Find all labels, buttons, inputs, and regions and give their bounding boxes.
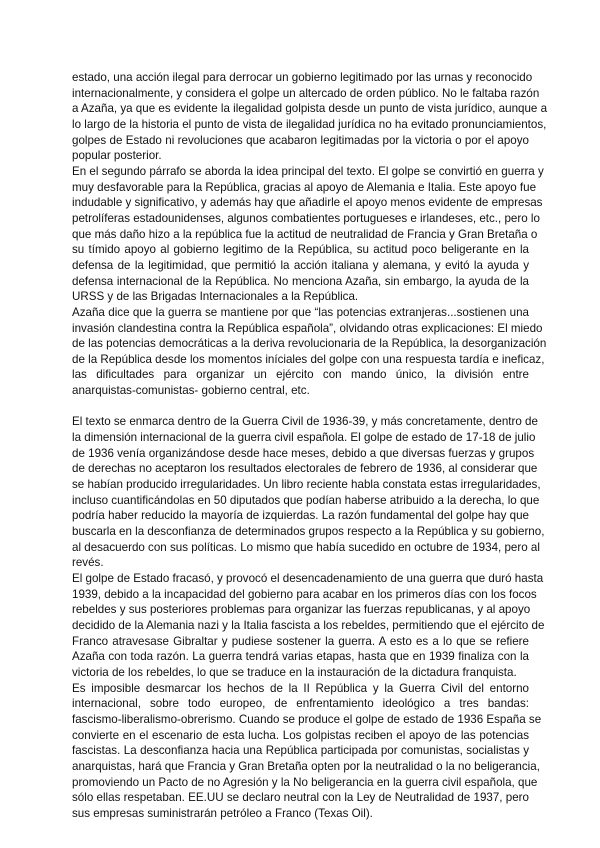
paragraph — [72, 305, 547, 399]
text-line: fascismo-liberalismo-obrerismo. Cuando se produce el golpe de estado de 1936 España se — [72, 712, 542, 726]
text-line: de derechas no aceptaron los resultados electorales de febrero de 1936, al considerar que — [72, 462, 538, 476]
text-line: se habían producido irregularidades. Un libro reciente habla constata estas irregularidades, — [72, 478, 541, 492]
text-line: Azaña con toda razón. La guerra tendrá varias etapas, hasta que en 1939 finaliza con la — [72, 650, 529, 664]
text-line: defensa internacional de la República. No menciona Azaña, sin embargo, la ayuda de la — [72, 274, 529, 288]
paragraph — [72, 571, 545, 681]
text-line: anarquistas-comunistas- gobierno central, etc. — [72, 384, 310, 398]
text-line: fascistas. La desconfianza hacia una República participada por comunistas, socialistas y — [72, 744, 529, 758]
paragraph — [72, 681, 542, 822]
text-line: de 1936 venía organizándose desde hace meses, debido a que diversas fuerzas y grupos — [72, 446, 535, 460]
text-line: que más daño hizo a la república fue la actitud de neutralidad de Francia y Gran Bretaña o — [72, 227, 538, 241]
text-line: petrolíferas estadounidenses, algunos combatientes portugueses e irlandeses, etc., pero lo — [72, 211, 540, 225]
text-line: sólo ellas respetaban. EE.UU se declaro neutral con la Ley de Neutralidad de 1937, pero — [72, 791, 529, 805]
text-line: muy desfavorable para la República, gracias al apoyo de Alemania e Italia. Este apoyo fue — [72, 180, 537, 194]
text-line: promoviendo un Pacto de no Agresión y la No beligerancia en la guerra civil española, que — [72, 775, 538, 789]
text-line: la dimensión internacional de la guerra civil española. El golpe de estado de 17-18 de julio — [72, 431, 536, 445]
text-line: El golpe de Estado fracasó, y provocó el desencadenamiento de una guerra que duró hasta — [72, 572, 544, 585]
text-line: anarquistas, hará que Francia y Gran Bretaña opten por la neutralidad o la no beligerancia, — [72, 759, 540, 773]
text-line: invasión clandestina contra la República española”, olvidando otras explicaciones: El miedo — [72, 321, 543, 335]
document-page — [72, 70, 548, 822]
text-line: Es imposible desmarcar los hechos de la II República y la Guerra Civil del entorno — [72, 681, 529, 695]
text-line: golpes de Estado ni revoluciones que acabaron legitimadas por la victoria o por el apoyo — [72, 133, 529, 147]
text-line: Franco atravesase Gibraltar y pudiese sostener la guerra. A esto es a lo que se refiere — [72, 634, 529, 648]
text-line: incluso cuantificándolas en 50 diputados que podían haberse atribuido a la derecha, lo que — [72, 493, 540, 507]
text-line: defensa de la legitimidad, que permitió la acción italiana y alemana, y evitó la ayuda y — [72, 258, 529, 272]
text-line: internacionalmente, y considera el golpe un altercado de orden público. No le faltaba razón — [72, 86, 540, 100]
text-line: Azaña dice que la guerra se mantiene por que “las potencias extranjeras...sostienen una — [72, 305, 529, 319]
text-line: las dificultades para organizar un ejército con mando único, la división entre — [72, 368, 529, 382]
text-line: a Azaña, ya que es evidente la ilegalidad golpista desde un punto de vista jurídico, aunque a — [72, 102, 548, 116]
text-line: revés. — [72, 556, 104, 570]
text-line: En el segundo párrafo se aborda la idea principal del texto. El golpe se convirtió en guerra y — [72, 164, 544, 178]
text-line: El texto se enmarca dentro de la Guerra Civil de 1936-39, y más concretamente, dentro de — [72, 415, 538, 429]
text-line: de la República desde los momentos iníciales del golpe con una respuesta tardía e ineficaz, — [72, 352, 545, 366]
blank-line — [72, 399, 529, 415]
text-line: 1939, debido a la incapacidad del gobierno para acabar en los primeros días con los focos — [72, 587, 537, 601]
text-line: popular posterior. — [72, 149, 162, 163]
text-line: decidido de la Alemania nazi y la Italia fascista a los rebeldes, permitiendo que el ejército de — [72, 618, 545, 632]
text-line: su tímido apoyo al gobierno legitimo de la República, su actitud poco beligerante en la — [72, 243, 529, 257]
text-line: lo largo de la historia el punto de vista de ilegalidad jurídica no ha evitado pronunciamientos, — [72, 117, 547, 131]
text-line: de las potencias democráticas a la deriva revolucionaria de la República, la desorganización — [72, 337, 547, 351]
text-line: indudable y significativo, y además hay que añadirle el apoyo menos evidente de empresas — [72, 196, 543, 210]
text-line: al desacuerdo con sus políticas. Lo mismo que había sucedido en octubre de 1934, pero al — [72, 540, 540, 554]
text-line: internacional, sobre todo europeo, de enfrentamiento ideológico a tres bandas: — [72, 697, 529, 711]
text-line: convierte en el escenario de esta lucha. Los golpistas reciben el apoyo de las potencias — [72, 728, 529, 742]
text-line: victoria de los rebeldes, lo que se traduce en la instauración de la dictadura franquista. — [72, 665, 517, 679]
text-line: sus empresas suministrarán petróleo a Franco (Texas Oil). — [72, 806, 373, 820]
paragraph — [72, 70, 548, 164]
paragraph — [72, 164, 544, 305]
paragraph — [72, 414, 545, 571]
text-line: podría haber reducido la mayoría de izquierdas. La razón fundamental del golpe hay que — [72, 509, 529, 523]
text-line: URSS y de las Brigadas Internacionales a la República. — [72, 290, 359, 304]
text-line: rebeldes y sus posteriores problemas para organizar las fuerzas republicanas, y al apoyo — [72, 603, 531, 617]
text-line: buscarla en la desconfianza de determinados grupos respecto a la República y su gobierno, — [72, 525, 545, 539]
text-line: estado, una acción ilegal para derrocar un gobierno legitimado por las urnas y reconocido — [72, 71, 533, 84]
